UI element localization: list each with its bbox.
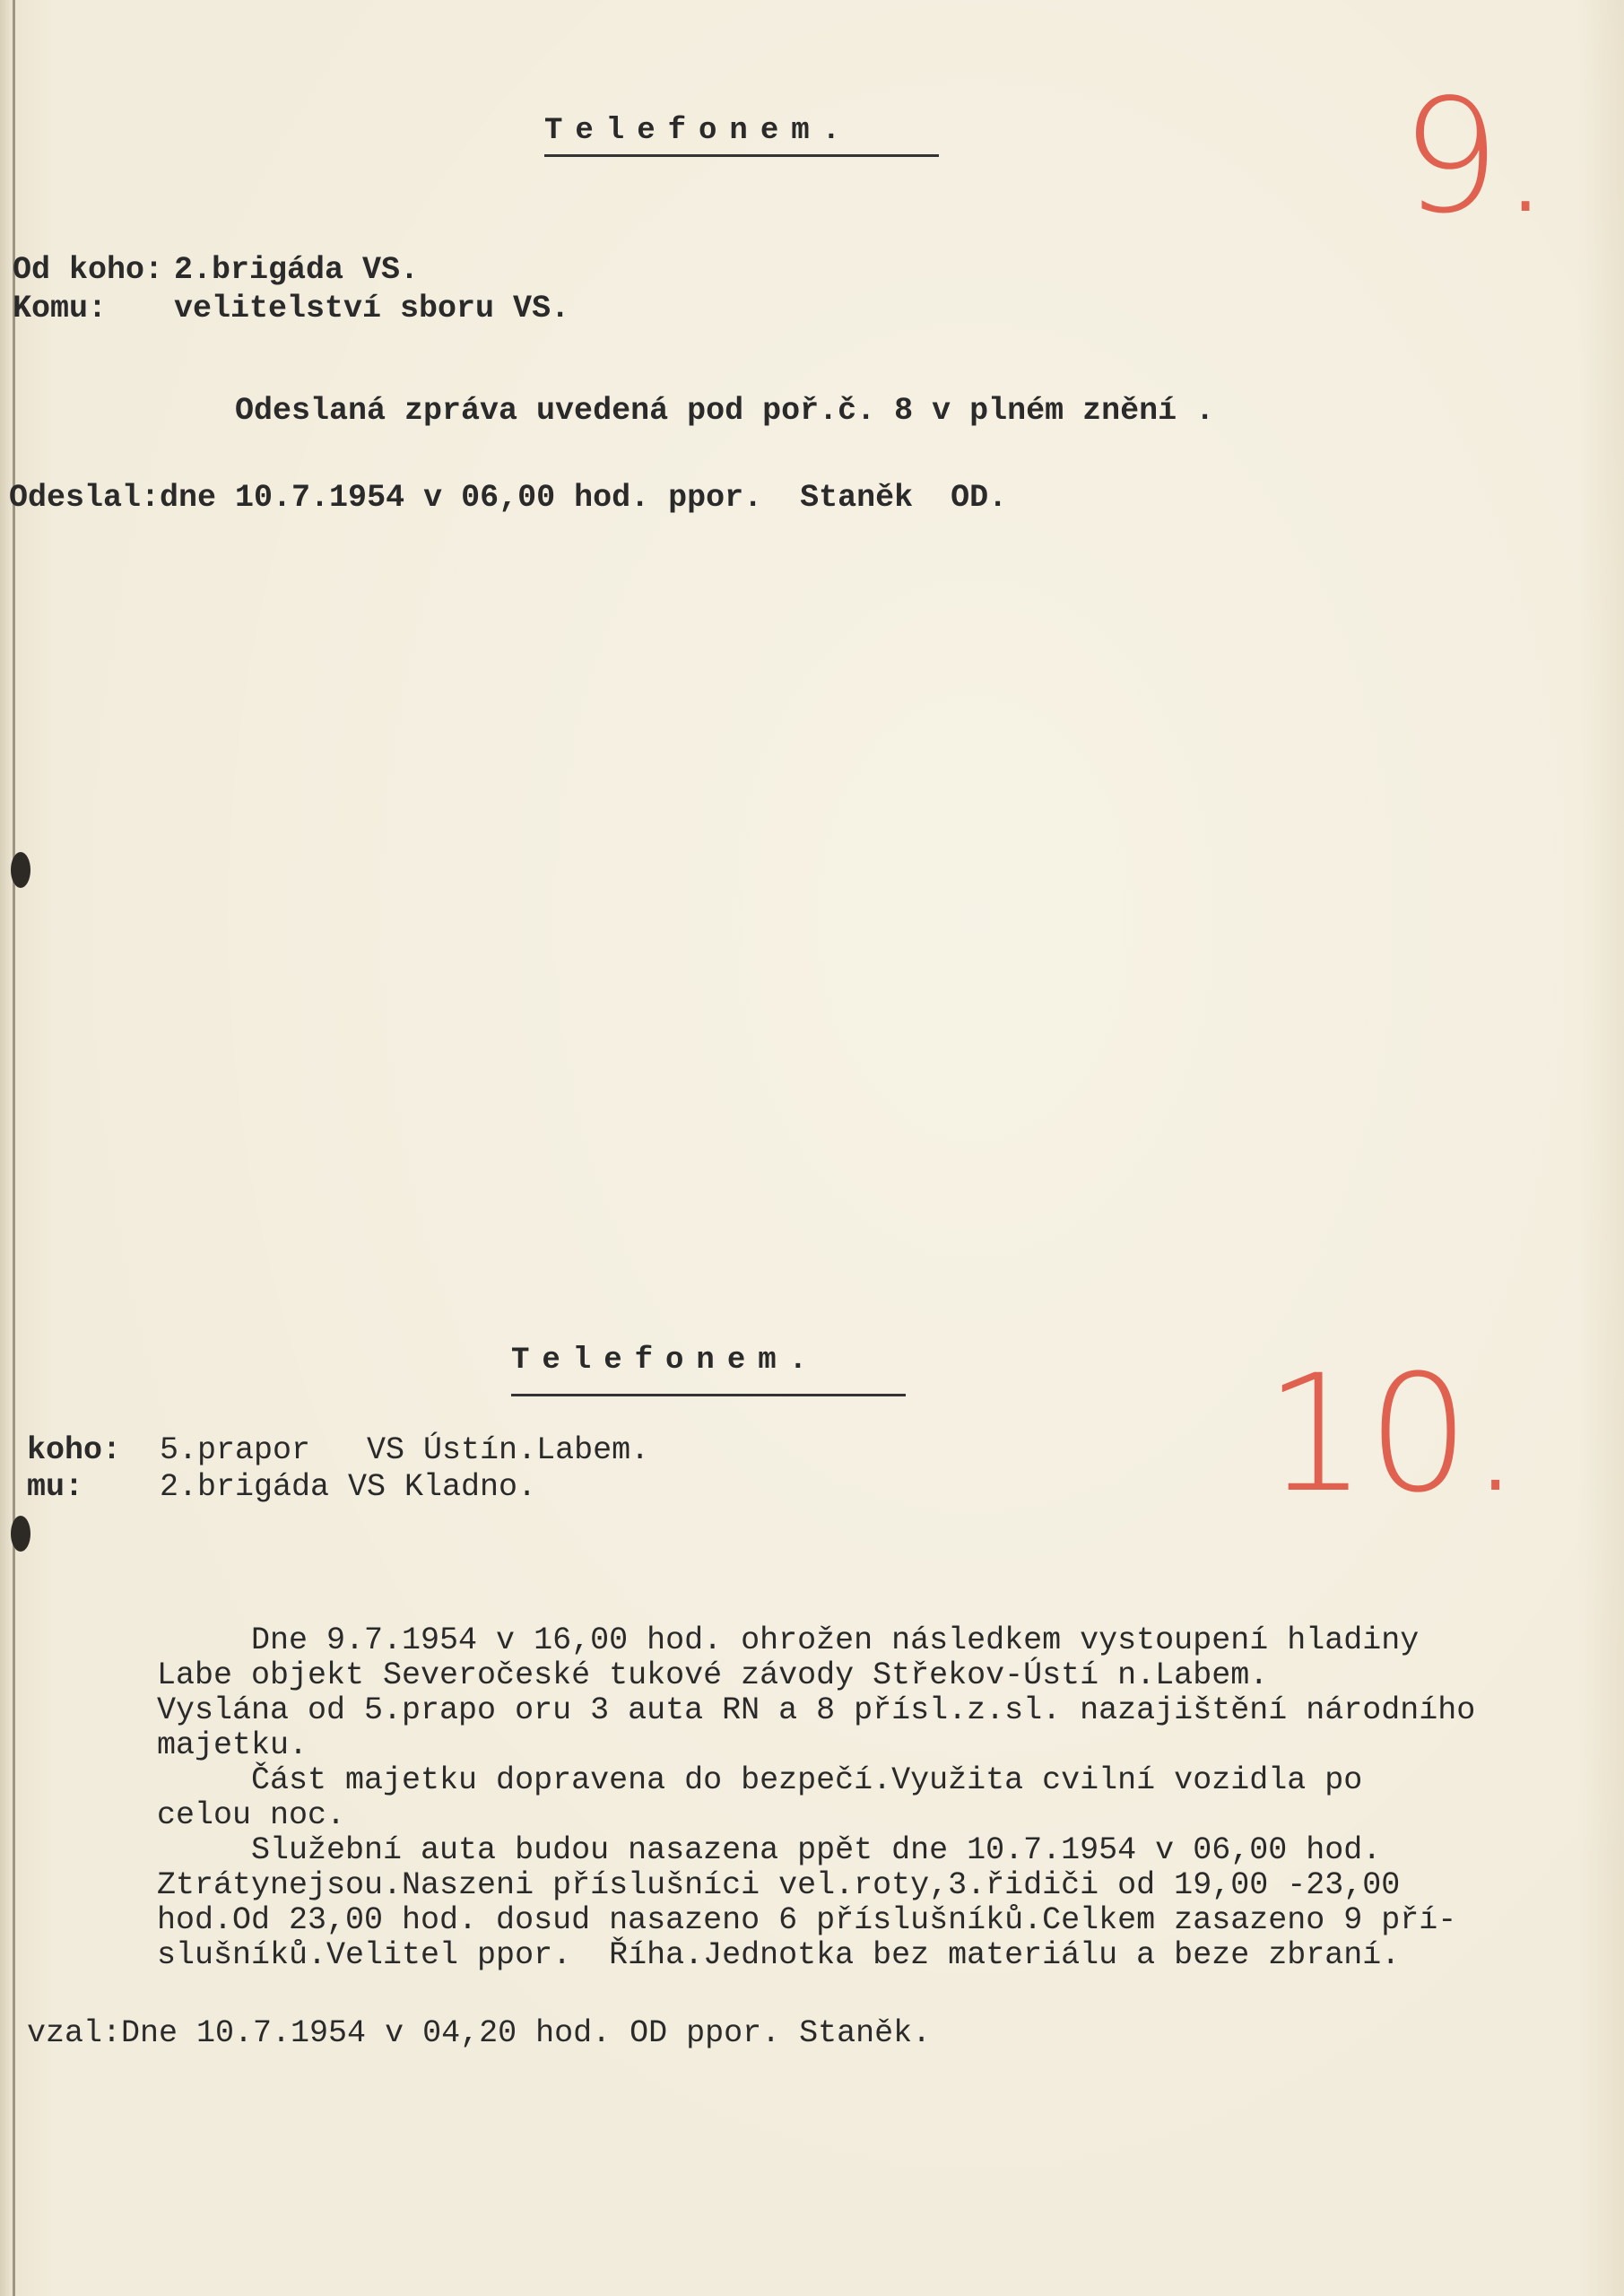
body-2-line: slušníků.Velitel ppor. Říha.Jednotka bez materiálu a beze zbraní. — [157, 1937, 1401, 1973]
from-label-2: koho: — [27, 1432, 122, 1468]
from-label-1: Od koho: — [13, 252, 164, 288]
body-2-line: Dne 9.7.1954 v 16,00 hod. ohrožen následkem vystoupení hladiny — [157, 1622, 1420, 1658]
body-2-line: Labe objekt Severočeské tukové závody Střekov-Ústí n.Labem. — [157, 1657, 1269, 1693]
to-value-2: 2.brigáda VS Kladno. — [160, 1469, 537, 1505]
body-2-line: celou noc. — [157, 1797, 346, 1833]
to-value-1: velitelství sboru VS. — [174, 291, 570, 326]
body-2-line: hod.Od 23,00 hod. dosud nasazeno 6 příslušníků.Celkem zasazeno 9 pří- — [157, 1902, 1457, 1938]
heading-2: Telefonem. — [511, 1344, 821, 1378]
from-value-1: 2.brigáda VS. — [174, 252, 420, 288]
binding-line — [13, 0, 15, 2296]
heading-1-underline — [544, 154, 939, 157]
body-2-line: Služební auta budou nasazena ppět dne 10.7.1954 v 06,00 hod. — [157, 1832, 1382, 1868]
heading-2-underline — [511, 1394, 906, 1396]
to-label-1: Komu: — [13, 291, 108, 326]
heading-1: Telefonem. — [544, 114, 854, 148]
red-number-9: 9. — [1401, 66, 1550, 248]
sent-line-1: Odeslal:dne 10.7.1954 v 06,00 hod. ppor. Staněk OD. — [9, 480, 1008, 516]
to-label-2: mu: — [27, 1469, 84, 1505]
binding-margin — [0, 0, 38, 2296]
received-line-2: vzal:Dne 10.7.1954 v 04,20 hod. OD ppor. Staněk. — [27, 2015, 932, 2051]
body-1: Odeslaná zpráva uvedená pod poř.č. 8 v plném znění . — [235, 393, 1215, 429]
body-2-line: Část majetku dopravena do bezpečí.Využita cvilní vozidla po — [157, 1762, 1363, 1798]
body-2-line: Ztrátynejsou.Naszeni příslušníci vel.roty,3.řidiči od 19,00 -23,00 — [157, 1867, 1401, 1903]
body-2-line: Vyslána od 5.prapo oru 3 auta RN a 8 přísl.z.sl. nazajištění národního — [157, 1692, 1476, 1728]
body-2-line: majetku. — [157, 1727, 308, 1763]
punch-hole-bottom — [11, 1516, 30, 1552]
from-value-2: 5.prapor VS Ústín.Labem. — [160, 1432, 650, 1468]
punch-hole-top — [11, 852, 30, 888]
red-number-10: 10. — [1264, 1341, 1522, 1528]
